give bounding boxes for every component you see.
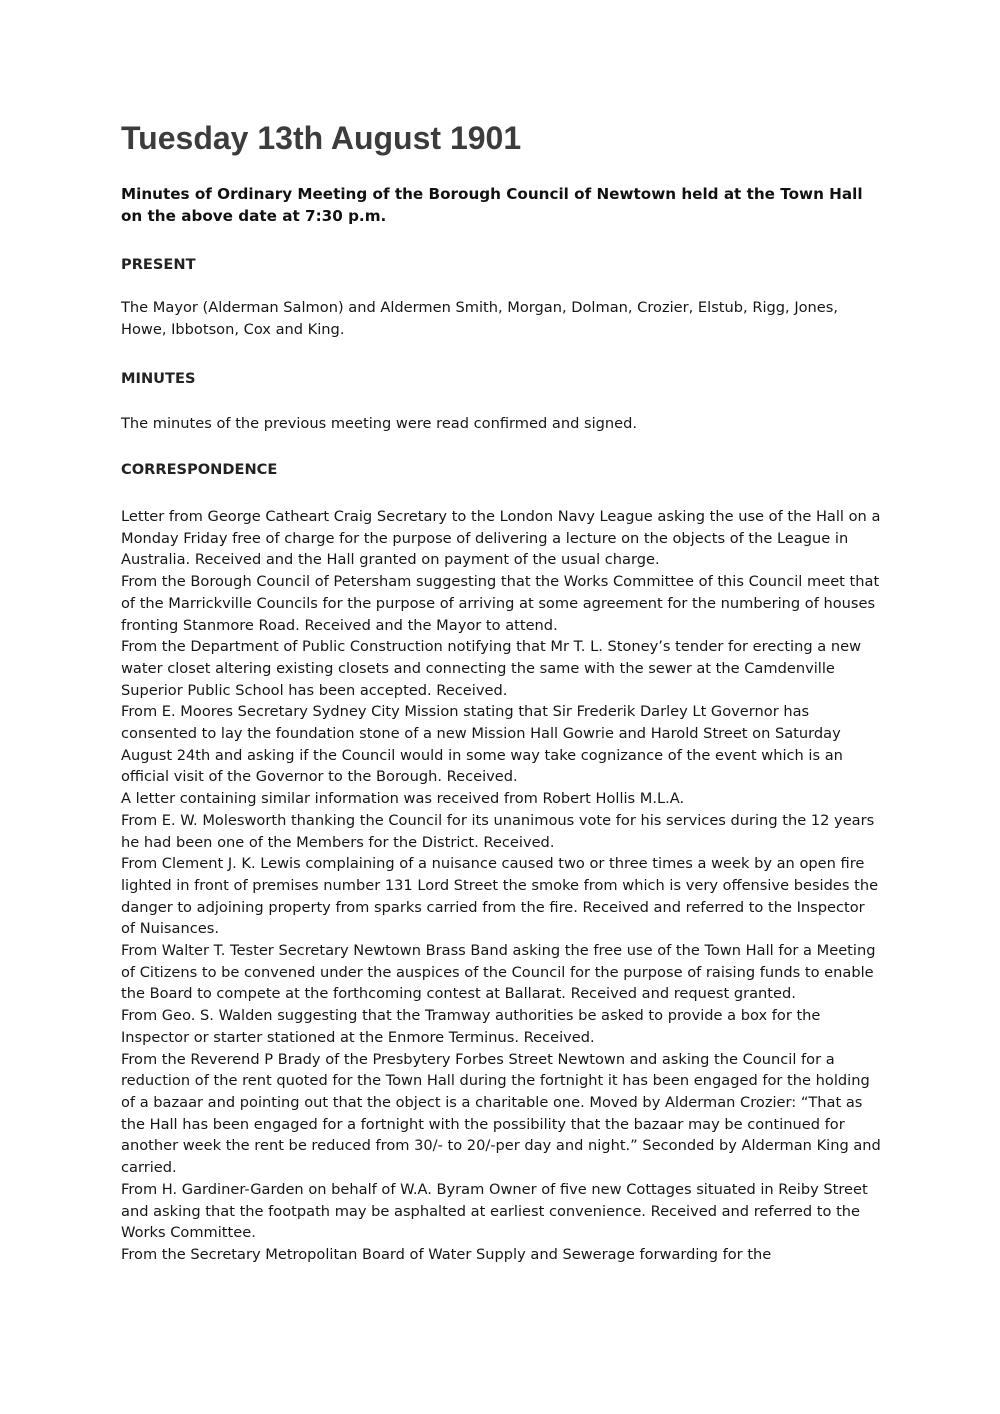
correspondence-heading: CORRESPONDENCE bbox=[121, 461, 278, 478]
minutes-text: The minutes of the previous meeting were read confirmed and signed. bbox=[121, 415, 638, 432]
correspondence-item: Letter from George Catheart Craig Secretary to the London Navy League asking the use of the Hall on a Monday Friday free of charge for the purpose of delivering a lecture on the objects of the League in Australia. Received and the Hall granted on payment of the usual charge. bbox=[121, 508, 881, 569]
correspondence-item: From the Department of Public Construction notifying that Mr T. L. Stoney’s tender for erecting a new water closet altering existing closets and connecting the same with the sewer at the Camdenville Superior Public School has been accepted. Received. bbox=[121, 638, 862, 699]
correspondence-list bbox=[121, 506, 883, 1266]
correspondence-item: From Geo. S. Walden suggesting that the Tramway authorities be asked to provide a box for the Inspector or starter stationed at the Enmore Terminus. Received. bbox=[121, 1007, 821, 1046]
present-heading: PRESENT bbox=[121, 256, 196, 273]
present-text: The Mayor (Alderman Salmon) and Aldermen Smith, Morgan, Dolman, Crozier, Elstub, Rigg, Jones, Howe, Ibbotson, Cox and King. bbox=[121, 299, 839, 338]
document-subtitle: Minutes of Ordinary Meeting of the Borough Council of Newtown held at the Town Hall on the above date at 7:30 p.m. bbox=[121, 185, 863, 225]
correspondence-item: From the Borough Council of Petersham suggesting that the Works Committee of this Council meet that of the Marrickville Councils for the purpose of arriving at some agreement for the numbering of houses fronting Stanmore Road. Received and the Mayor to attend. bbox=[121, 573, 880, 634]
document-title: Tuesday 13th August 1901 bbox=[121, 120, 522, 156]
correspondence-item: From Walter T. Tester Secretary Newtown Brass Band asking the free use of the Town Hall for a Meeting of Citizens to be convened under the auspices of the Council for the purpose of raising funds to enable the Board to compete at the forthcoming contest at Ballarat. Received and request granted. bbox=[121, 942, 876, 1003]
correspondence-item: From E. Moores Secretary Sydney City Mission stating that Sir Frederik Darley Lt Governor has consented to lay the foundation stone of a new Mission Hall Gowrie and Harold Street on Saturday August 24th and asking if the Council would in some way take cognizance of the event which is an official visit of the Governor to the Borough. Received. bbox=[121, 703, 843, 786]
correspondence-item: From the Reverend P Brady of the Presbytery Forbes Street Newtown and asking the Council for a reduction of the rent quoted for the Town Hall during the fortnight it has been engaged for the holding of a bazaar and pointing out that the object is a charitable one. Moved by Alderman Crozier: “That as the Hall has been engaged for a fortnight with the possibility that the bazaar may be continued for another week the rent be reduced from 30/- to 20/-per day and night.” Seconded by Alderman King and carried. bbox=[121, 1050, 881, 1177]
minutes-heading: MINUTES bbox=[121, 370, 196, 387]
correspondence-item: From E. W. Molesworth thanking the Council for its unanimous vote for his services during the 12 years he had been one of the Members for the District. Received. bbox=[121, 811, 875, 851]
correspondence-item: A letter containing similar information was received from Robert Hollis M.L.A. bbox=[121, 790, 685, 808]
correspondence-item: From H. Gardiner-Garden on behalf of W.A. Byram Owner of five new Cottages situated in Reiby Street and asking that the footpath may be asphalted at earliest convenience. Received and referred to the Works Committee. bbox=[121, 1180, 868, 1242]
correspondence-item: From the Secretary Metropolitan Board of Water Supply and Sewerage forwarding for the bbox=[121, 1245, 772, 1263]
correspondence-item: From Clement J. K. Lewis complaining of a nuisance caused two or three times a week by an open fire lighted in front of premises number 131 Lord Street the smoke from which is very offensive besides the danger to adjoining property from sparks carried from the fire. Received and referred to the Inspector of Nuisances. bbox=[121, 855, 879, 938]
